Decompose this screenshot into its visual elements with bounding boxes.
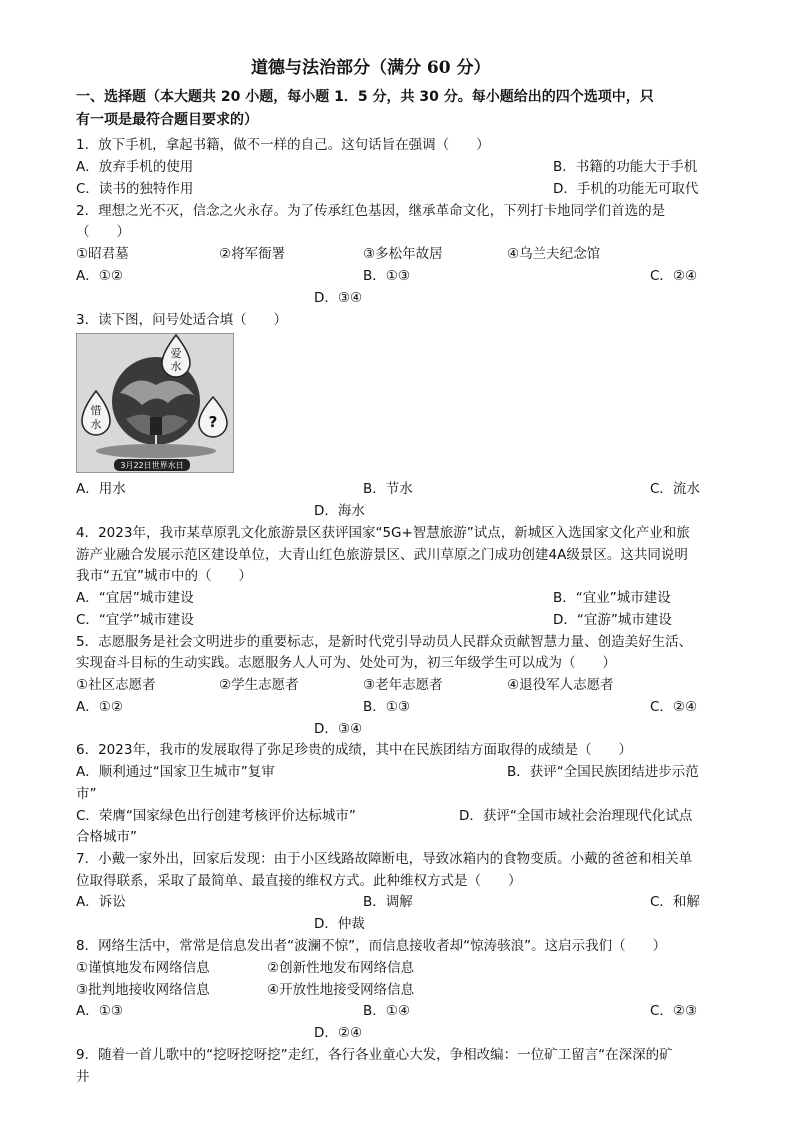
q8-option-d: D．②④ — [314, 1025, 363, 1041]
q8-item-2: ②创新性地发布网络信息 — [267, 960, 415, 976]
q5-option-d: D．③④ — [314, 721, 363, 737]
q4-option-b: B．“宜业”城市建设 — [553, 590, 671, 606]
q6-option-b-line-2: 市” — [76, 786, 97, 802]
section-header-line-1: 一、选择题（本大题共 20 小题，每小题 1．5 分，共 30 分。每小题给出的四个选项中，只 — [76, 89, 654, 105]
q2-option-a: A．①② — [76, 268, 123, 284]
q2-stem-line-2: （ ） — [76, 224, 130, 240]
q3-option-a: A．用水 — [76, 481, 126, 497]
q4-option-d: D．“宜游”城市建设 — [553, 612, 672, 628]
drop-top-char-1: 爱 — [170, 347, 182, 360]
q5-item-1: ①社区志愿者 — [76, 677, 156, 693]
q8-option-c: C．②③ — [650, 1003, 698, 1019]
q2-stem-line-1: 2．理想之光不灭，信念之火永存。为了传承红色基因，继承革命文化，下列打卡地同学们首选的是 — [76, 203, 666, 219]
figure-caption: 3月22日世界水日 — [120, 461, 184, 470]
q8-stem: 8．网络生活中，常常是信息发出者“波澜不惊”，而信息接收者却“惊涛骇浪”。这启示我们（ ） — [76, 938, 667, 954]
q4-option-c: C．“宜学”城市建设 — [76, 612, 194, 628]
q8-option-b: B．①④ — [363, 1003, 410, 1019]
q7-option-c: C．和解 — [650, 894, 700, 910]
q6-option-d-line-2: 合格城市” — [76, 829, 137, 845]
q1-option-b: B．书籍的功能大于手机 — [553, 159, 698, 175]
q8-item-1: ①谨慎地发布网络信息 — [76, 960, 210, 976]
q5-stem-line-1: 5．志愿服务是社会文明进步的重要标志，是新时代党引导动员人民群众贡献智慧力量、创造美好生活、 — [76, 634, 693, 650]
q5-item-2: ②学生志愿者 — [219, 677, 299, 693]
q9-stem-line-2: 井 — [76, 1069, 90, 1085]
q3-option-b: B．节水 — [363, 481, 413, 497]
q6-option-c: C．荣膺“国家绿色出行创建考核评价达标城市” — [76, 808, 356, 824]
q9-stem-line-1: 9．随着一首儿歌中的“挖呀挖呀挖”走红，各行各业童心大发，争相改编：一位矿工留言“在深深的矿 — [76, 1047, 673, 1063]
q4-stem-line-1: 4．2023年，我市某草原乳文化旅游景区获评国家“5G+智慧旅游”试点，新城区入选国家文化产业和旅 — [76, 525, 690, 541]
q3-option-d: D．海水 — [314, 503, 365, 519]
q2-item-3: ③多松年故居 — [363, 246, 443, 262]
q1-option-d: D．手机的功能无可取代 — [553, 181, 699, 197]
paper-title: 道德与法治部分（满分 60 分） — [251, 58, 491, 78]
q7-stem-line-1: 7．小戴一家外出，回家后发现：由于小区线路故障断电，导致冰箱内的食物变质。小戴的爸爸和相关单 — [76, 851, 693, 867]
q2-option-d: D．③④ — [314, 290, 363, 306]
q1-option-c: C．读书的独特作用 — [76, 181, 194, 197]
q6-option-b-line-1: B．获评“全国民族团结进步示范 — [507, 764, 699, 780]
q5-option-a: A．①② — [76, 699, 123, 715]
q5-item-3: ③老年志愿者 — [363, 677, 443, 693]
q2-item-4: ④乌兰夫纪念馆 — [507, 246, 601, 262]
q6-option-d-line-1: D．获评“全国市域社会治理现代化试点 — [459, 808, 693, 824]
q4-stem-line-3: 我市“五宜”城市中的（ ） — [76, 568, 252, 584]
q4-stem-line-2: 游产业融合发展示范区建设单位，大青山红色旅游景区、武川草原之门成功创建4A级景区。这共同说明 — [76, 547, 688, 563]
drop-left-char-2: 水 — [90, 418, 102, 431]
drop-right-question-mark: ? — [208, 413, 218, 431]
drop-top-char-2: 水 — [170, 360, 182, 373]
q8-option-a: A．①③ — [76, 1003, 123, 1019]
q3-stem: 3．读下图，问号处适合填（ ） — [76, 312, 288, 328]
section-header-line-2: 有一项是最符合题目要求的） — [76, 112, 258, 128]
q5-stem-line-2: 实现奋斗目标的生动实践。志愿服务人人可为、处处可为，初三年级学生可以成为（ ） — [76, 655, 616, 671]
q5-option-c: C．②④ — [650, 699, 698, 715]
q2-option-c: C．②④ — [650, 268, 698, 284]
q6-option-a: A．顺利通过“国家卫生城市”复审 — [76, 764, 275, 780]
q1-stem: 1．放下手机，拿起书籍，做不一样的自己。这句话旨在强调（ ） — [76, 137, 490, 153]
q6-stem: 6．2023年，我市的发展取得了弥足珍贵的成绩，其中在民族团结方面取得的成绩是（ ） — [76, 742, 632, 758]
q5-option-b: B．①③ — [363, 699, 410, 715]
q2-item-1: ①昭君墓 — [76, 246, 129, 262]
world-water-day-figure — [76, 333, 234, 473]
q7-option-a: A．诉讼 — [76, 894, 126, 910]
q7-option-b: B．调解 — [363, 894, 413, 910]
q3-option-c: C．流水 — [650, 481, 700, 497]
drop-left-char-1: 惜 — [90, 404, 102, 417]
q7-option-d: D．仲裁 — [314, 916, 365, 932]
water-day-illustration — [76, 333, 234, 473]
q1-option-a: A．放弃手机的使用 — [76, 159, 194, 175]
q2-option-b: B．①③ — [363, 268, 410, 284]
q5-item-4: ④退役军人志愿者 — [507, 677, 614, 693]
q8-item-4: ④开放性地接受网络信息 — [267, 982, 415, 998]
q7-stem-line-2: 位取得联系，采取了最简单、最直接的维权方式。此种维权方式是（ ） — [76, 873, 522, 889]
q4-option-a: A．“宜居”城市建设 — [76, 590, 194, 606]
q2-item-2: ②将军衙署 — [219, 246, 286, 262]
q8-item-3: ③批判地接收网络信息 — [76, 982, 210, 998]
